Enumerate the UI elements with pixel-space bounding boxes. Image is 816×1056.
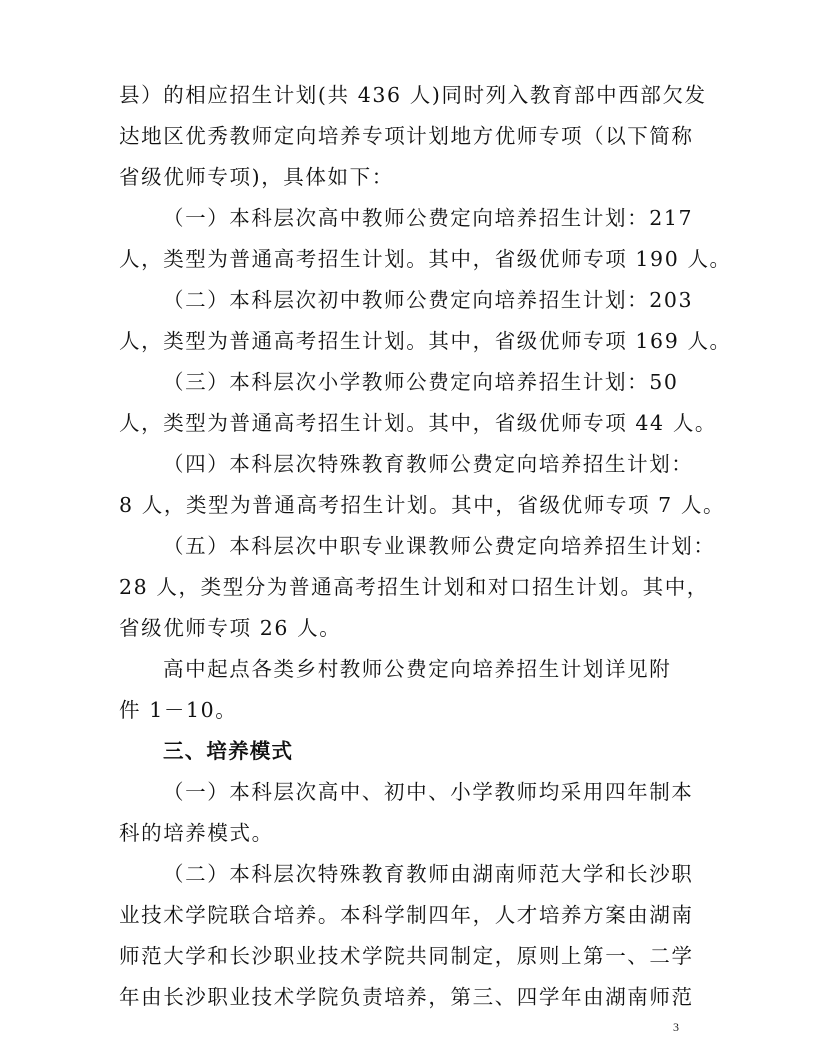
body-text-line: 科的培养模式。 <box>119 821 274 845</box>
page-number: 3 <box>673 1020 679 1034</box>
body-text-line: 师范大学和长沙职业技术学院共同制定，原则上第一、二学 <box>119 944 694 968</box>
body-text-line: 省级优师专项)，具体如下： <box>119 165 394 189</box>
body-text-line: 年由长沙职业技术学院负责培养，第三、四学年由湖南师范 <box>119 985 694 1009</box>
body-text-line: （四）本科层次特殊教育教师公费定向培养招生计划： <box>163 452 694 476</box>
body-text-line: （五）本科层次中职专业课教师公费定向培养招生计划： <box>163 534 716 558</box>
body-text-line: （三）本科层次小学教师公费定向培养招生计划：50 <box>163 370 679 394</box>
body-text-line: 高中起点各类乡村教师公费定向培养招生计划详见附 <box>163 657 672 681</box>
body-text-line: 28 人，类型分为普通高考招生计划和对口招生计划。其中， <box>119 575 709 599</box>
body-text-line: 人，类型为普通高考招生计划。其中，省级优师专项 169 人。 <box>119 329 732 353</box>
body-text-line: （一）本科层次高中教师公费定向培养招生计划：217 <box>163 206 694 230</box>
section-heading: 三、培养模式 <box>163 739 294 763</box>
body-text-line: 县）的相应招生计划(共 436 人)同时列入教育部中西部欠发 <box>119 83 707 107</box>
body-text-line: 人，类型为普通高考招生计划。其中，省级优师专项 190 人。 <box>119 247 732 271</box>
body-text-line: （一）本科层次高中、初中、小学教师均采用四年制本 <box>163 780 694 804</box>
body-text-line: 达地区优秀教师定向培养专项计划地方优师专项（以下简称 <box>119 124 694 148</box>
body-text-line: （二）本科层次特殊教育教师由湖南师范大学和长沙职 <box>163 862 694 886</box>
body-text-line: 件 1－10。 <box>119 698 238 722</box>
body-text-line: （二）本科层次初中教师公费定向培养招生计划：203 <box>163 288 694 312</box>
body-text-line: 省级优师专项 26 人。 <box>119 616 342 640</box>
body-text-line: 业技术学院联合培养。本科学制四年，人才培养方案由湖南 <box>119 903 694 927</box>
body-text-line: 人，类型为普通高考招生计划。其中，省级优师专项 44 人。 <box>119 411 718 435</box>
body-text-line: 8 人，类型为普通高考招生计划。其中，省级优师专项 7 人。 <box>119 493 726 517</box>
